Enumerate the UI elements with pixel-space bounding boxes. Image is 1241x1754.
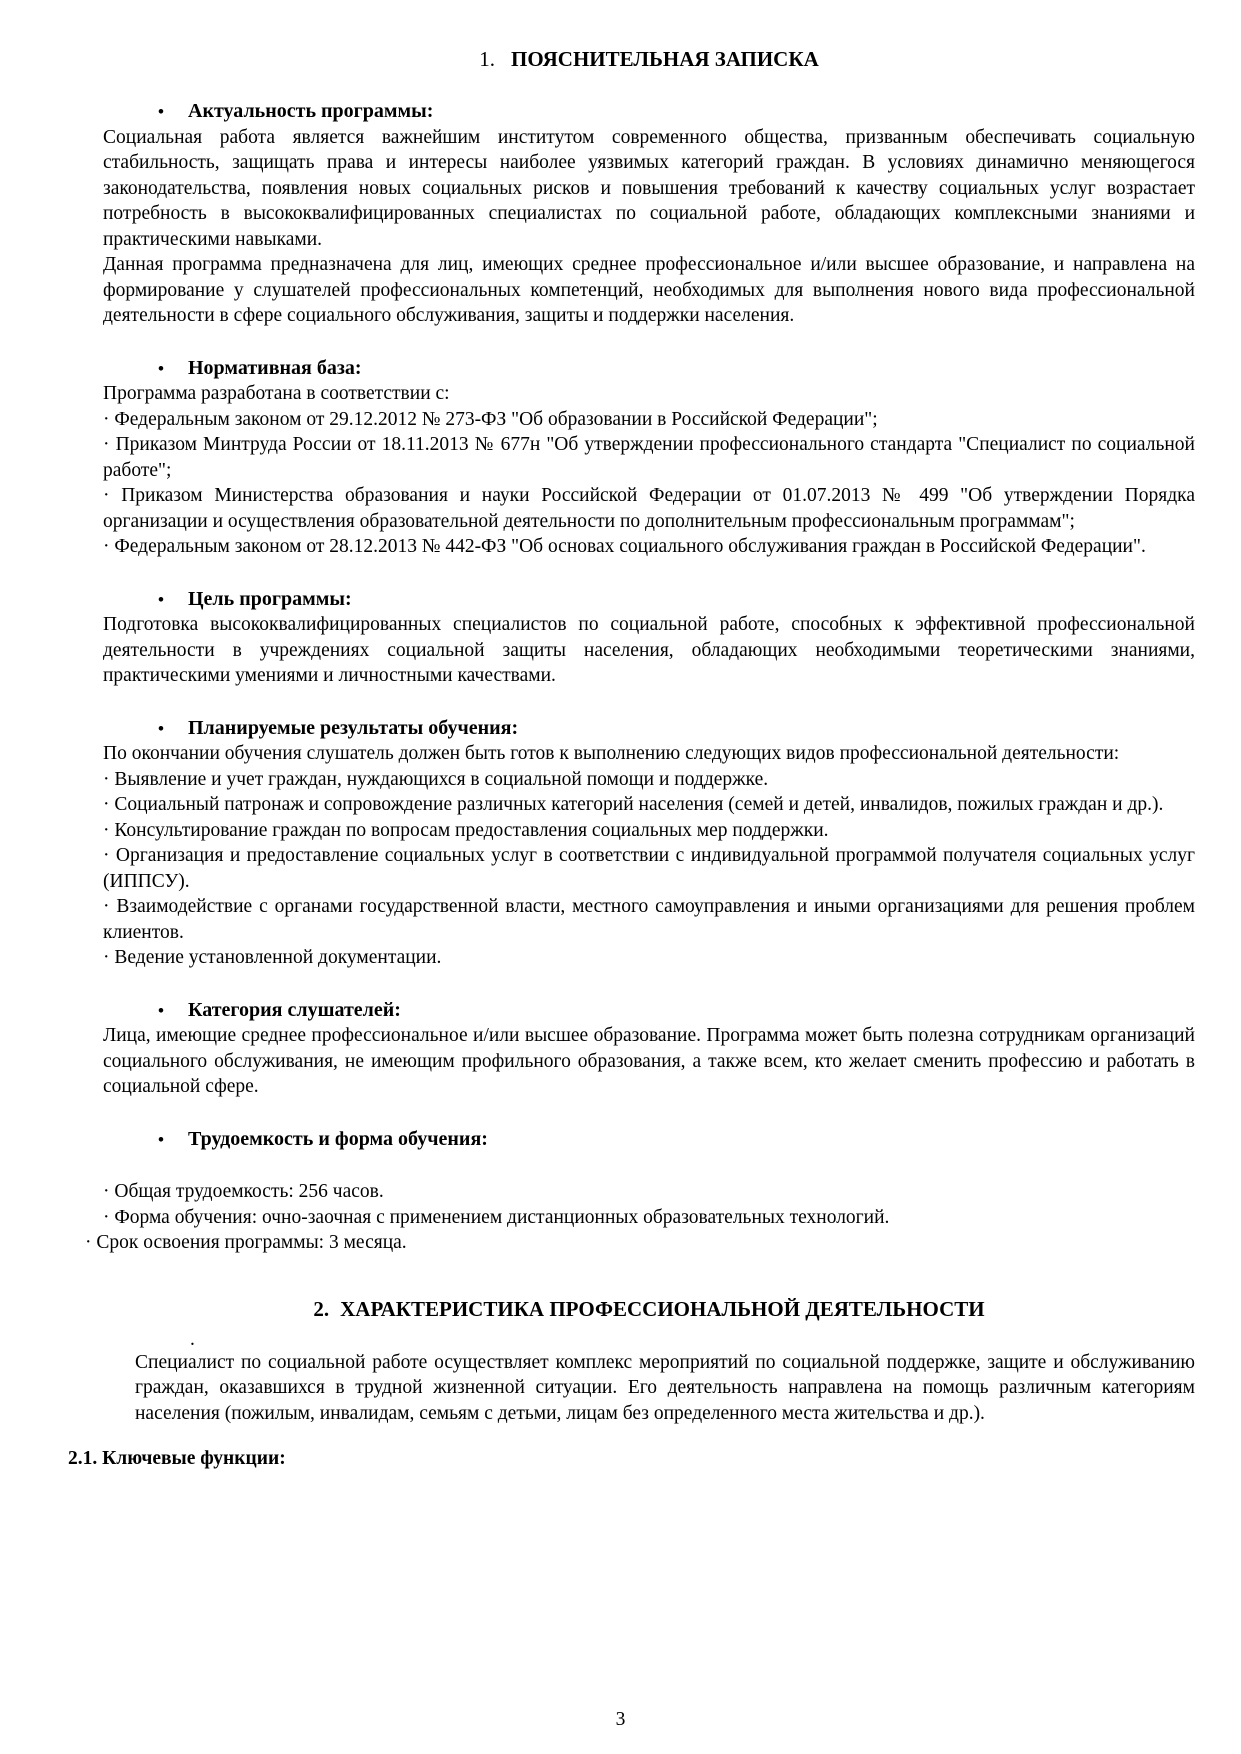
- relevance-heading-row: [158, 99, 1195, 125]
- results-list-item: · Ведение установленной документации.: [103, 947, 442, 968]
- normative-list-item: · Федеральным законом от 28.12.2013 № 442-ФЗ "Об основах социального обслуживания граждан в Российской Федерации".: [103, 536, 1146, 557]
- workload-list-item: · Срок освоения программы: 3 месяца.: [85, 1232, 407, 1253]
- results-intro: По окончании обучения слушатель должен быть готов к выполнению следующих видов профессиональной деятельности:: [103, 743, 1120, 764]
- relevance-paragraph: Социальная работа является важнейшим институтом современного общества, призванным обеспечивать социальную стабильность, защищать права и интересы наиболее уязвимых категорий граждан. В условиях динамично меняющегося законодательства, появления новых социальных рисков и повышения требований к качеству социальных услуг возрастает потребность в высококвалифицированных специалистах по социальной работе, обладающих комплексными знаниями и практическими навыками.: [103, 126, 1195, 250]
- section-2-paragraph: Специалист по социальной работе осуществляет комплекс мероприятий по социальной поддержке, защите и обслуживанию граждан, оказавшихся в трудной жизненной ситуации. Его деятельность направлена на помощь различным категориям населения (пожилым, инвалидам, семьям с детьми, лицам без определенного места жительства и др.).: [135, 1351, 1195, 1424]
- workload-list-item: · Форма обучения: очно-заочная с применением дистанционных образовательных технологий.: [103, 1206, 890, 1228]
- workload-list-item: · Общая трудоемкость: 256 часов.: [103, 1181, 384, 1202]
- normative-heading-label: Нормативная база:: [188, 356, 362, 379]
- results-list-item: · Консультирование граждан по вопросам предоставления социальных мер поддержки.: [103, 819, 829, 841]
- results-heading-row: [158, 716, 1195, 742]
- normative-list-item: · Приказом Министерства образования и науки Российской Федерации от 01.07.2013 № 499 "Об утверждении Порядка организации и осуществления образовательной деятельности по дополнительным профессиональным программам";: [103, 485, 1195, 532]
- bullet-icon: •: [158, 102, 164, 121]
- results-list-item: · Социальный патронаж и сопровождение различных категорий населения (семей и детей, инвалидов, пожилых граждан и др.).: [103, 794, 1164, 815]
- workload-heading-row: [158, 1127, 1195, 1153]
- goal-heading-row: [158, 587, 1195, 613]
- bullet-icon: •: [158, 1000, 164, 1020]
- category-heading-label: Категория слушателей:: [188, 998, 401, 1021]
- results-list-item: · Взаимодействие с органами государственной власти, местного самоуправления и иными организациями для решения проблем клиентов.: [103, 896, 1195, 943]
- normative-list-item: · Федеральным законом от 29.12.2012 № 273-ФЗ "Об образовании в Российской Федерации";: [103, 408, 878, 430]
- stray-dot: .: [190, 1328, 195, 1350]
- section-2-number: 2.: [313, 1296, 330, 1321]
- page-number: 3: [615, 1708, 626, 1730]
- normative-list-item: · Приказом Минтруда России от 18.11.2013 № 677н "Об утверждении профессионального стандарта "Специалист по социальной работе";: [103, 434, 1195, 481]
- bullet-icon: •: [158, 718, 164, 738]
- bullet-icon: •: [158, 589, 164, 609]
- relevance-paragraph: Данная программа предназначена для лиц, имеющих среднее профессиональное и/или высшее образование, и направлена на формирование у слушателей профессиональных компетенций, необходимых для выполнения нового вида профессиональной деятельности в сфере социального обслуживания, защиты и поддержки населения.: [103, 254, 1195, 326]
- normative-heading-row: [158, 356, 1195, 382]
- category-heading-row: [158, 998, 1195, 1024]
- section-1-heading: [103, 46, 1195, 72]
- subsection-2-1-heading: 2.1. Ключевые функции:: [68, 1448, 286, 1469]
- goal-heading-label: Цель программы:: [188, 587, 352, 610]
- section-2-title: ХАРАКТЕРИСТИКА ПРОФЕССИОНАЛЬНОЙ ДЕЯТЕЛЬНОСТИ: [340, 1296, 985, 1321]
- goal-paragraph: Подготовка высококвалифицированных специалистов по социальной работе, способных к эффективной профессиональной деятельности в учреждениях социальной защиты населения, обладающих необходимыми теоретическими знаниями, практическими умениями и личностными качествами.: [103, 614, 1195, 686]
- results-list-item: · Выявление и учет граждан, нуждающихся в социальной помощи и поддержке.: [103, 768, 769, 790]
- section-1-title: ПОЯСНИТЕЛЬНАЯ ЗАПИСКА: [510, 47, 819, 71]
- section-2-heading: [103, 1296, 1195, 1322]
- category-paragraph: Лица, имеющие среднее профессиональное и/или высшее образование. Программа может быть полезна сотрудникам организаций социального обслуживания, не имеющим профильного образования, а также всем, кто желает сменить профессию и работать в социальной сфере.: [103, 1025, 1195, 1097]
- bullet-icon: •: [158, 358, 164, 378]
- relevance-heading-label: Актуальность программы:: [188, 100, 434, 122]
- normative-intro: Программа разработана в соответствии с:: [103, 383, 450, 404]
- bullet-icon: •: [158, 1129, 164, 1149]
- results-heading-label: Планируемые результаты обучения:: [188, 716, 519, 739]
- section-1-number: 1.: [479, 47, 495, 71]
- results-list-item: · Организация и предоставление социальных услуг в соответствии с индивидуальной программой получателя социальных услуг (ИППСУ).: [103, 845, 1195, 892]
- workload-heading-label: Трудоемкость и форма обучения:: [188, 1127, 488, 1150]
